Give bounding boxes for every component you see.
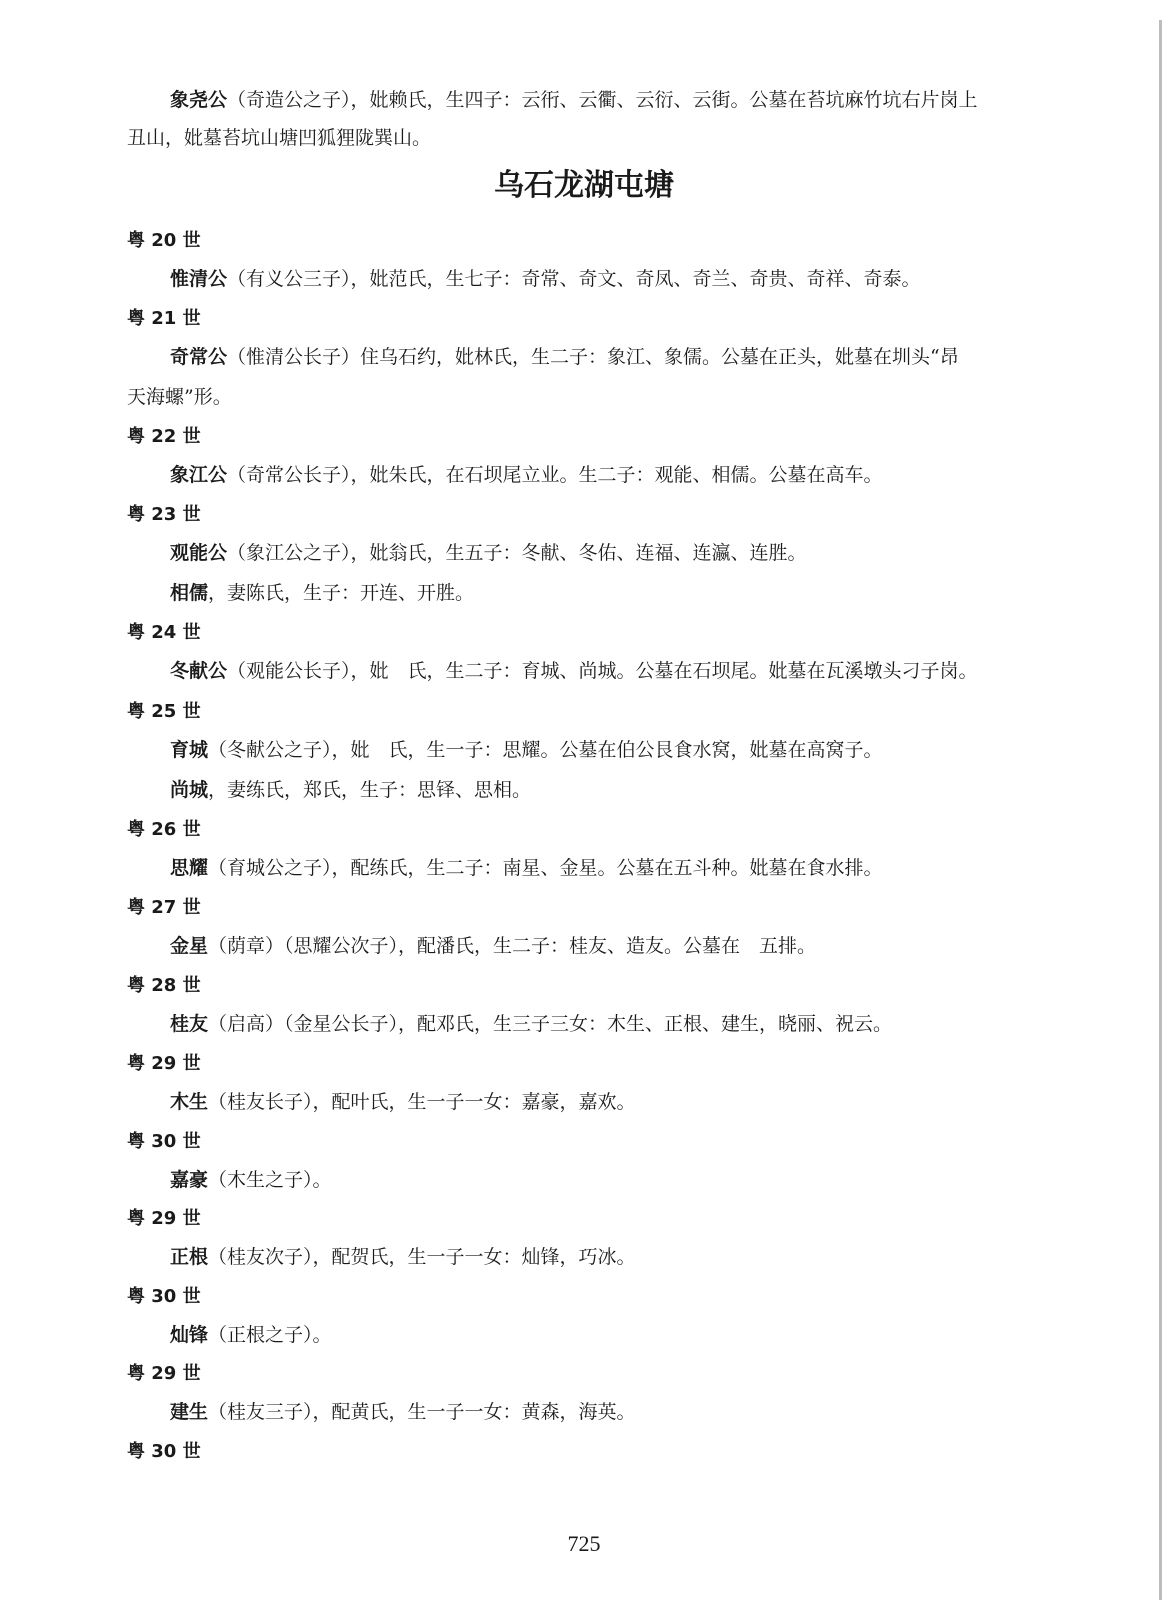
generation-heading: 粤 25 世 (127, 701, 201, 722)
entry-text: 丑山，妣墓苔坑山塘凹狐狸陇巽山。 (127, 127, 432, 149)
genealogy-entry (170, 1013, 892, 1035)
person-name: 象尧公 (170, 89, 228, 111)
genealogy-entry (170, 1246, 636, 1268)
entry-text: （正根之子）。 (208, 1324, 332, 1346)
entry-text: （象江公之子），妣翁氏，生五子：冬献、冬佑、连福、连瀛、连胜。 (227, 542, 807, 564)
genealogy-entry (170, 346, 959, 368)
page-number: 725 (567, 1531, 601, 1556)
intro-line-1 (170, 89, 978, 111)
person-name: 尚城 (170, 779, 209, 801)
genealogy-entry (170, 739, 883, 761)
entry-text: ，妻练氏，郑氏，生子：思铎、思相。 (208, 779, 532, 801)
person-name: 金星 (170, 935, 209, 957)
generation-heading: 粤 22 世 (127, 426, 201, 447)
entry-text: （有义公三子），妣范氏，生七子：奇常、奇文、奇凤、奇兰、奇贵、奇祥、奇泰。 (227, 268, 921, 290)
genealogy-entry (170, 268, 921, 290)
generation-heading: 粤 30 世 (127, 1286, 201, 1307)
person-name: 观能公 (170, 542, 228, 564)
person-name: 嘉豪 (170, 1169, 209, 1191)
generation-heading: 粤 26 世 (127, 819, 201, 840)
genealogy-entry (170, 1324, 332, 1346)
genealogy-entry (170, 1091, 636, 1113)
generation-heading: 粤 30 世 (127, 1131, 201, 1152)
person-name: 相儒 (170, 582, 209, 604)
section-title: 乌石龙湖屯塘 (494, 168, 674, 203)
person-name: 育城 (170, 739, 209, 761)
entry-text: （木生之子）。 (208, 1169, 332, 1191)
person-name: 木生 (170, 1091, 209, 1113)
genealogy-entry (170, 464, 883, 486)
genealogy-entry (170, 582, 474, 604)
generation-heading: 粤 27 世 (127, 897, 201, 918)
generation-heading: 粤 20 世 (127, 230, 201, 251)
person-name: 建生 (170, 1401, 209, 1423)
entry-text: （奇造公之子），妣赖氏，生四子：云衎、云衢、云衍、云街。公墓在苔坑麻竹坑右片岗上 (227, 89, 978, 111)
genealogy-entry (170, 857, 883, 879)
entry-text: （桂友长子），配叶氏，生一子一女：嘉豪，嘉欢。 (208, 1091, 636, 1113)
entry-text: （荫章）（思耀公次子），配潘氏，生二子：桂友、造友。公墓在 五排。 (208, 935, 817, 957)
generation-heading: 粤 24 世 (127, 622, 201, 643)
person-name: 冬献公 (170, 660, 228, 682)
person-name: 奇常公 (170, 346, 228, 368)
generation-heading: 粤 30 世 (127, 1441, 201, 1462)
entry-text: （启高）（金星公长子），配邓氏，生三子三女：木生、正根、建生，晓丽、祝云。 (208, 1013, 893, 1035)
genealogy-entry (170, 1169, 332, 1191)
entry-text: （观能公长子），妣 氏，生二子：育城、尚城。公墓在石坝尾。妣墓在瓦溪墩头刁子岗。 (227, 660, 978, 682)
genealogy-entry (170, 1401, 636, 1423)
entry-text: （育城公之子），配练氏，生二子：南星、金星。公墓在五斗种。妣墓在食水排。 (208, 857, 883, 879)
generation-heading: 粤 23 世 (127, 504, 201, 525)
person-name: 灿锋 (170, 1324, 209, 1346)
entry-text: ，妻陈氏，生子：开连、开胜。 (208, 582, 475, 604)
generation-heading: 粤 28 世 (127, 975, 201, 996)
entry-text: （冬献公之子），妣 氏，生一子：思耀。公墓在伯公艮食水窝，妣墓在高窝子。 (208, 739, 883, 761)
entry-text: （奇常公长子），妣朱氏，在石坝尾立业。生二子：观能、相儒。公墓在高车。 (227, 464, 883, 486)
genealogy-entry (170, 660, 978, 682)
scan-edge-line (1159, 20, 1162, 1600)
entry-text: （桂友次子），配贺氏，生一子一女：灿锋，巧冰。 (208, 1246, 636, 1268)
genealogy-entry (170, 935, 816, 957)
entry-continuation: 天海螺”形。 (127, 386, 232, 408)
generation-heading: 粤 29 世 (127, 1053, 201, 1074)
person-name: 象江公 (170, 464, 228, 486)
genealogy-entry (170, 779, 531, 801)
generation-heading: 粤 29 世 (127, 1208, 201, 1229)
person-name: 惟清公 (170, 268, 228, 290)
person-name: 思耀 (170, 857, 209, 879)
entry-text: （桂友三子），配黄氏，生一子一女：黄森，海英。 (208, 1401, 636, 1423)
intro-line-2 (127, 127, 431, 149)
genealogy-entry (170, 542, 807, 564)
generation-heading: 粤 29 世 (127, 1363, 201, 1384)
person-name: 正根 (170, 1246, 209, 1268)
generation-heading: 粤 21 世 (127, 308, 201, 329)
person-name: 桂友 (170, 1013, 209, 1035)
entry-text: （惟清公长子）住乌石约，妣林氏，生二子：象江、象儒。公墓在正头，妣墓在圳头“昂 (227, 346, 959, 368)
